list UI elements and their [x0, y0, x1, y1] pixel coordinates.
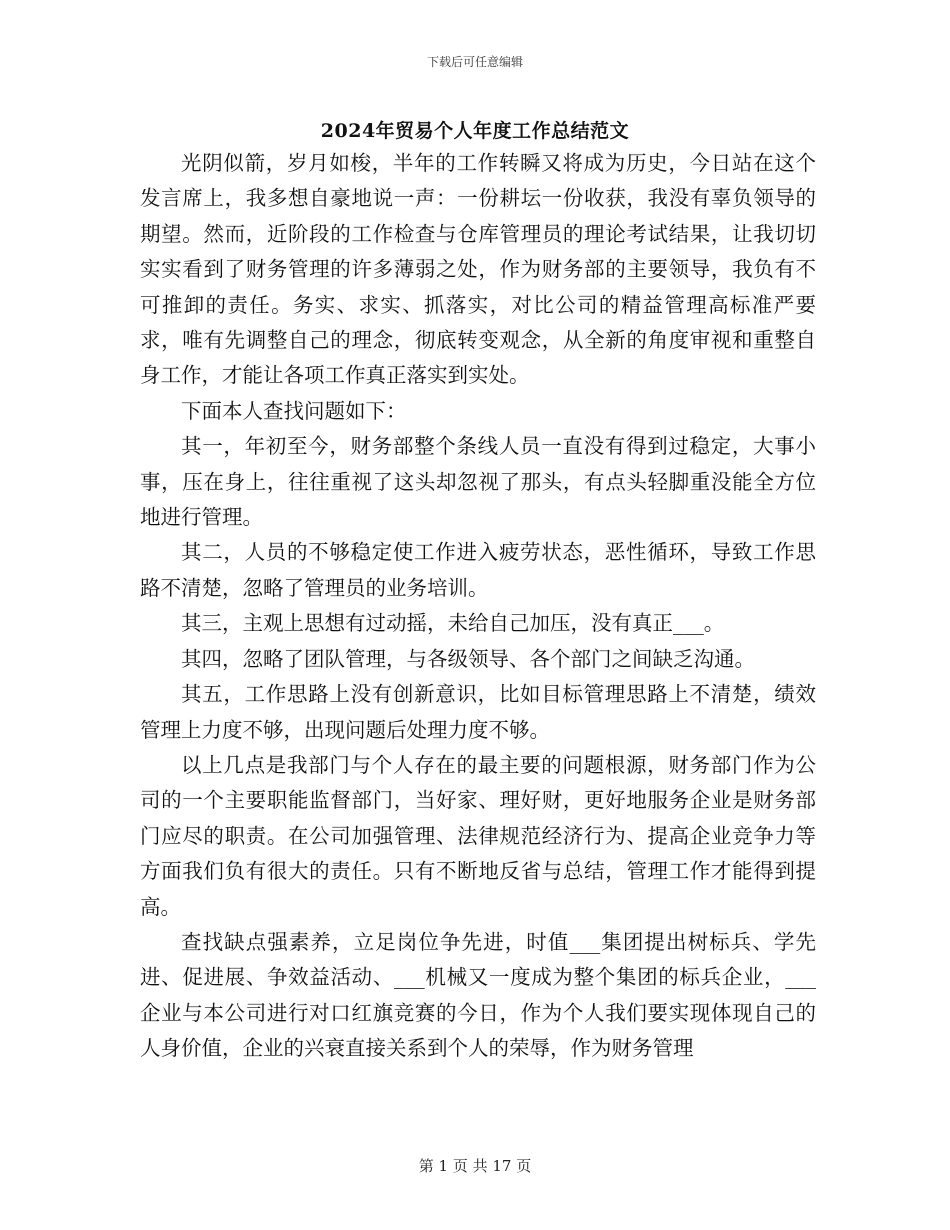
paragraph-2: 下面本人查找问题如下：: [181, 398, 407, 423]
paragraph-3: 其一，年初至今，财务部整个条线人员一直没有得到过稳定，大事小事，压在身上，往往重视了这头却忽视了那头，有点头轻脚重没能全方位地进行管理。: [140, 434, 816, 530]
page-number-footer: 第 1 页 共 17 页: [418, 1157, 532, 1175]
paragraph-7: 其五，工作思路上没有创新意识，比如目标管理思路上不清楚，绩效管理上力度不够，出现问题后处理力度不够。: [140, 682, 816, 742]
paragraph-1: 光阴似箭，岁月如梭，半年的工作转瞬又将成为历史，今日站在这个发言席上，我多想自豪地说一声：一份耕坛一份收获，我没有辜负领导的期望。然而，近阶段的工作检查与仓库管理员的理论考试结果，让我切切实实看到了财务管理的许多薄弱之处，作为财务部的主要领导，我负有不可推卸的责任。务实、求实、抓落实，对比公司的精益管理高标准严要求，唯有先调整自己的理念，彻底转变观念，从全新的角度审视和重整自身工作，才能让各项工作真正落实到实处。: [140, 151, 816, 388]
paragraph-4: 其二，人员的不够稳定使工作进入疲劳状态，恶性循环，导致工作思路不清楚，忽略了管理员的业务培训。: [140, 540, 816, 600]
paragraph-5: 其三，主观上思想有过动摇，未给自己加压，没有真正___。: [181, 611, 725, 636]
paragraph-9: 查找缺点强素养，立足岗位争先进，时值___集团提出树标兵、学先进、促进展、争效益活动、___机械又一度成为整个集团的标兵企业，___企业与本公司进行对口红旗竞赛的今日，作为个人我们要实现体现自己的人身价值，企业的兴衰直接关系到个人的荣辱，作为财务管理: [140, 929, 816, 1061]
paragraph-8: 以上几点是我部门与个人存在的最主要的问题根源，财务部门作为公司的一个主要职能监督部门，当好家、理好财，更好地服务企业是财务部门应尽的职责。在公司加强管理、法律规范经济行为、提高企业竞争力等方面我们负有很大的责任。只有不断地反省与总结，管理工作才能得到提高。: [140, 752, 816, 919]
page-header-note: 下载后可任意编辑: [426, 55, 523, 69]
paragraph-6: 其四，忽略了团队管理，与各级领导、各个部门之间缺乏沟通。: [181, 646, 755, 671]
document-title: 2024年贸易个人年度工作总结范文: [320, 120, 630, 142]
document-body: [140, 146, 816, 1067]
